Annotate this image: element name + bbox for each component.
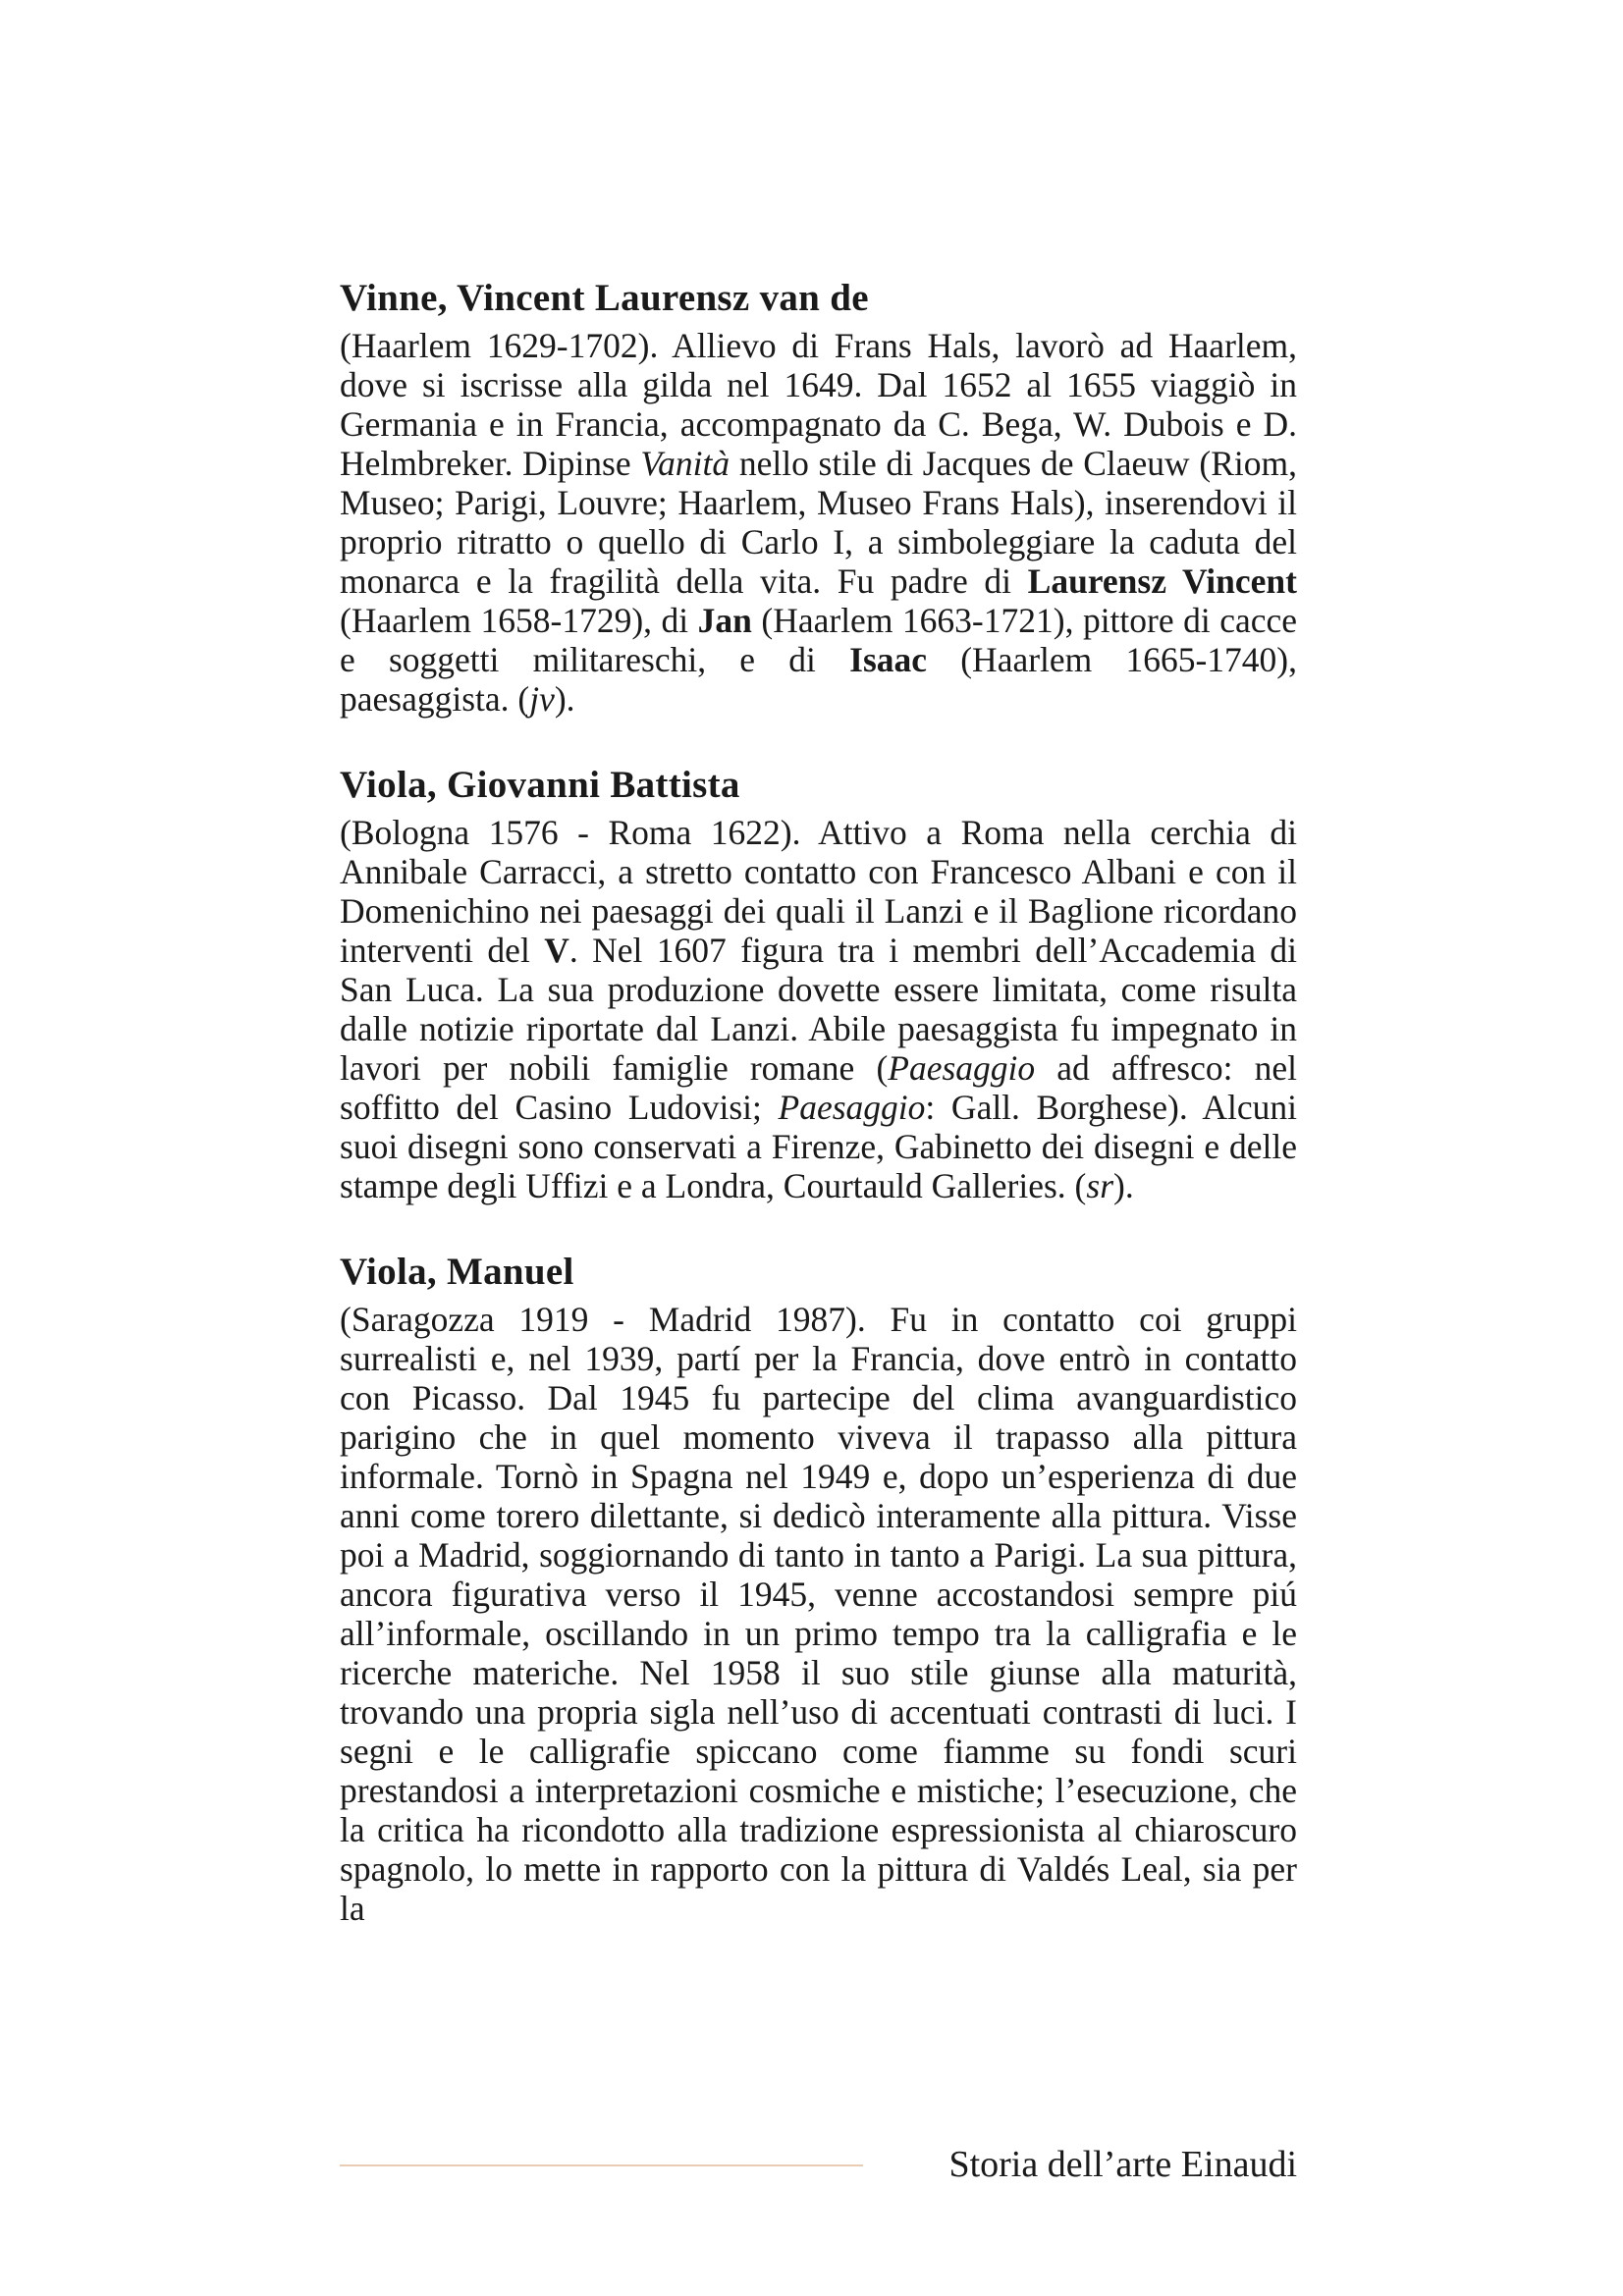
entry-body	[340, 813, 1297, 1205]
artwork-title-italic: Paesaggio	[778, 1088, 926, 1127]
footer-rule	[340, 2164, 863, 2166]
text-column	[340, 275, 1297, 1928]
text-run: (Haarlem 1663-1721), pittore di cacce e soggetti militareschi, e di	[340, 601, 1297, 679]
text-run: ).	[554, 679, 575, 719]
entry-title: Vinne, Vincent Laurensz van de	[340, 277, 869, 319]
artwork-title-italic: Paesaggio	[888, 1048, 1036, 1088]
text-run: (Saragozza 1919 - Madrid 1987). Fu in contatto coi gruppi surrealisti e, nel 1939, partí per la Francia, dove entrò in contatto con Picasso. Dal 1945 fu partecipe del clima avanguardistico parigino che in quel momento viveva il trapasso alla pittura informale. Tornò in Spagna nel 1949 e, dopo un’esperienza di due anni come torero dilettante, si dedicò interamente alla pittura. Visse poi a Madrid, soggiornando di tanto in tanto a Parigi. La sua pittura, ancora figurativa verso il 1945, venne accostandosi sempre piú all’informale, oscillando in un primo tempo tra la calligrafia e le ricerche materiche. Nel 1958 il suo stile giunse alla maturità, trovando una propria sigla nell’uso di accentuati contrasti di luci. I segni e le calligrafie spiccano come fiamme su fondi scuri prestandosi a interpretazioni cosmiche e mistiche; l’esecuzione, che la critica ha ricondotto alla tradizione espressionista al chiaroscuro spagnolo, lo mette in rapporto con la pittura di Valdés Leal, sia per la	[340, 1300, 1297, 1928]
entry-title: Viola, Manuel	[340, 1251, 574, 1293]
author-initials: sr	[1086, 1166, 1114, 1205]
entry-title: Viola, Giovanni Battista	[340, 764, 740, 806]
text-run: : Gall. Borghese). Alcuni suoi disegni sono conservati a Firenze, Gabinetto dei disegni e delle stampe degli Uffizi e a Londra, Courtauld Galleries. (	[340, 1088, 1297, 1205]
entry-viola-giovanni-battista	[340, 762, 1297, 1205]
text-run: (Haarlem 1658-1729), di	[340, 601, 698, 640]
abbreviation-bold: V	[544, 931, 569, 970]
text-run: . Nel 1607 figura tra i membri dell’Accademia di San Luca. La sua produzione dovette essere limitata, come risulta dalle notizie riportate dal Lanzi. Abile paesaggista fu impegnato in lavori per nobili famiglie romane (	[340, 931, 1297, 1088]
text-run: ad affresco: nel soffitto del Casino Ludovisi;	[340, 1048, 1297, 1127]
person-name-bold: Laurensz Vincent	[1027, 561, 1297, 601]
text-run: (Bologna 1576 - Roma 1622). Attivo a Roma nella cerchia di Annibale Carracci, a stretto contatto con Francesco Albani e con il Domenichino nei paesaggi dei quali il Lanzi e il Baglione ricordano interventi del	[340, 813, 1297, 970]
text-run: ).	[1113, 1166, 1134, 1205]
text-run: (Haarlem 1629-1702). Allievo di Frans Hals, lavorò ad Haarlem, dove si iscrisse alla gilda nel 1649. Dal 1652 al 1655 viaggiò in Germania e in Francia, accompagnato da C. Bega, W. Dubois e D. Helmbreker. Dipinse	[340, 326, 1297, 483]
footer-publisher: Storia dell’arte Einaudi	[948, 2144, 1297, 2185]
entry-viola-manuel	[340, 1249, 1297, 1928]
text-run: (Haarlem 1665-1740), paesaggista. (	[340, 640, 1298, 719]
artwork-title-italic: Vanità	[640, 444, 730, 483]
person-name-bold: Isaac	[849, 640, 928, 679]
author-initials: jv	[529, 679, 555, 719]
person-name-bold: Jan	[697, 601, 752, 640]
entry-body	[340, 1300, 1297, 1928]
entry-body	[340, 326, 1297, 719]
text-run: nello stile di Jacques de Claeuw (Riom, Museo; Parigi, Louvre; Haarlem, Museo Frans Hals), inserendovi il proprio ritratto o quello di Carlo I, a simboleggiare la caduta del monarca e la fragilità della vita. Fu padre di	[340, 444, 1297, 601]
entry-vinne	[340, 275, 1297, 719]
